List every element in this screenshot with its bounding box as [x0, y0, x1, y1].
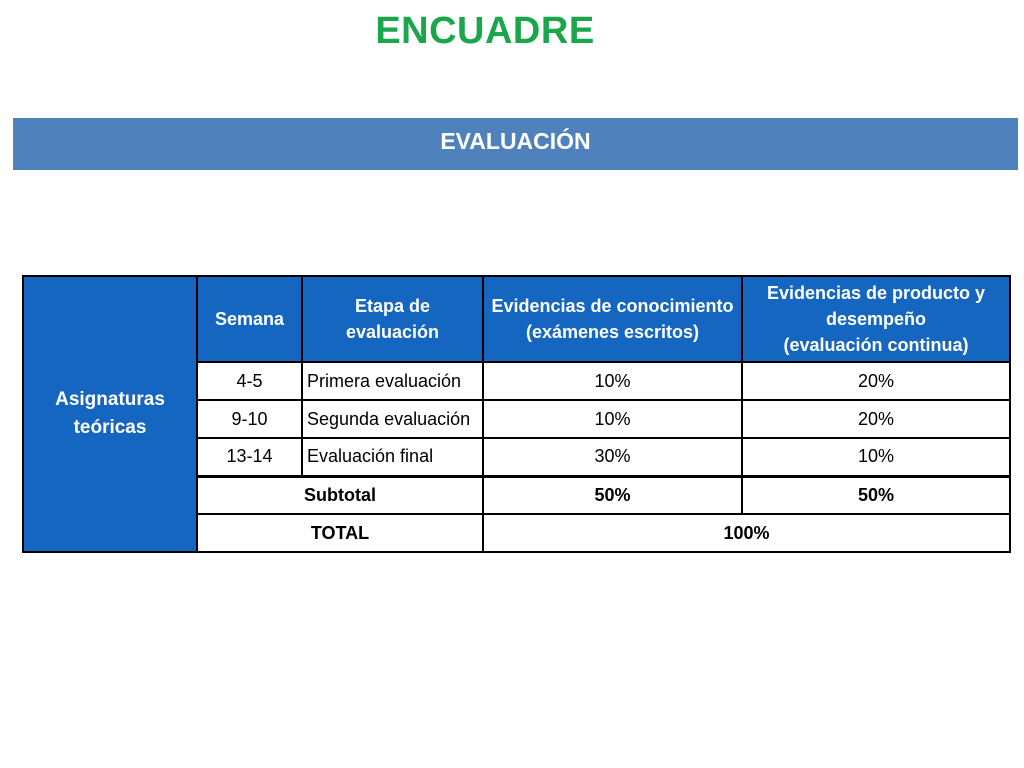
cell-semana: 4-5 [197, 362, 302, 400]
header-semana: Semana [197, 276, 302, 362]
total-label: TOTAL [197, 514, 483, 552]
cell-conocimiento: 30% [483, 438, 742, 476]
subtotal-producto: 50% [742, 476, 1010, 514]
cell-conocimiento: 10% [483, 400, 742, 438]
table-header-row [23, 276, 1010, 362]
cell-producto: 20% [742, 362, 1010, 400]
cell-etapa: Primera evaluación [302, 362, 483, 400]
subtotal-conocimiento: 50% [483, 476, 742, 514]
side-label-cell: Asignaturas teóricas [23, 276, 197, 552]
evaluation-table [22, 275, 1011, 553]
header-producto [742, 276, 1010, 362]
cell-etapa: Evaluación final [302, 438, 483, 476]
page-title: ENCUADRE [375, 10, 595, 52]
cell-semana: 13-14 [197, 438, 302, 476]
total-value: 100% [483, 514, 1010, 552]
section-banner: EVALUACIÓN [13, 118, 1018, 170]
cell-etapa: Segunda evaluación [302, 400, 483, 438]
header-producto-line1: Evidencias de producto y desempeño [766, 283, 986, 329]
header-conocimiento: Evidencias de conocimiento (exámenes escritos) [483, 276, 742, 362]
cell-semana: 9-10 [197, 400, 302, 438]
cell-producto: 20% [742, 400, 1010, 438]
header-etapa: Etapa de evaluación [302, 276, 483, 362]
cell-conocimiento: 10% [483, 362, 742, 400]
subtotal-label: Subtotal [197, 476, 483, 514]
header-producto-line2: (evaluación continua) [783, 335, 969, 355]
cell-producto: 10% [742, 438, 1010, 476]
